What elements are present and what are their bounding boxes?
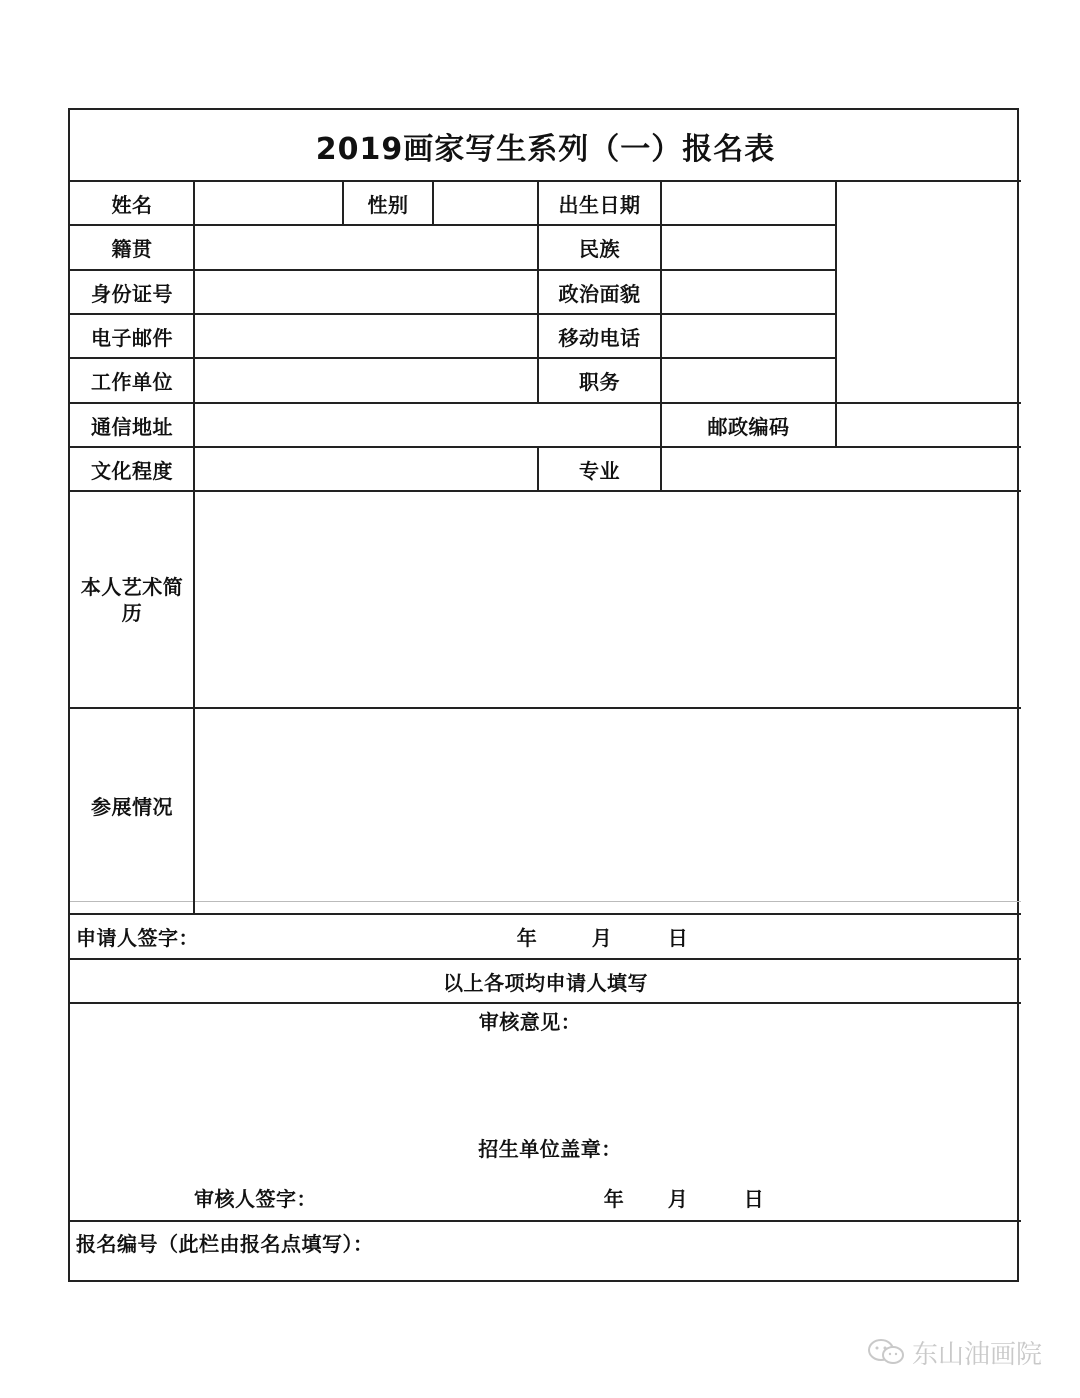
exhibitions-field[interactable] (195, 709, 1019, 901)
major-label: 专业 (579, 458, 620, 483)
id-number-field[interactable] (195, 271, 536, 313)
birth-date-field[interactable] (662, 182, 834, 224)
row-divider (70, 901, 1021, 902)
form-title: 2019画家写生系列（一）报名表 (315, 131, 776, 167)
education-field[interactable] (195, 448, 536, 490)
address-field[interactable] (195, 404, 659, 446)
name-label: 姓名 (111, 192, 153, 217)
applicant-day-label: 日 (667, 926, 689, 950)
wechat-icon (866, 1337, 906, 1367)
native-place-label: 籍贯 (111, 237, 153, 261)
applicant-month-label: 月 (591, 926, 613, 950)
major-field[interactable] (662, 448, 1019, 490)
reviewer-sign-label: 审核人签字： (194, 1186, 317, 1211)
registration-number-field[interactable] (420, 1224, 1015, 1278)
education-label: 文化程度 (91, 458, 173, 483)
email-field[interactable] (195, 315, 536, 357)
registration-number-label: 报名编号（此栏由报名点填写）： (76, 1231, 374, 1256)
applicant-fill-note: 以上各项均申请人填写 (443, 970, 648, 995)
postal-code-label: 邮政编码 (707, 414, 790, 439)
exhibitions-label: 参展情况 (91, 794, 173, 819)
email-label: 电子邮件 (91, 325, 173, 350)
ethnicity-field[interactable] (662, 226, 834, 269)
gender-label: 性别 (367, 192, 409, 217)
postal-code-field[interactable] (837, 404, 1019, 446)
ethnicity-label: 民族 (579, 237, 620, 261)
position-field[interactable] (662, 359, 834, 402)
mobile-label: 移动电话 (558, 325, 641, 350)
stamp-label: 招生单位盖章： (478, 1136, 622, 1161)
art-resume-field[interactable] (195, 492, 1019, 707)
review-opinion-label: 审核意见： (478, 1009, 582, 1034)
reviewer-sign-field[interactable] (356, 1182, 586, 1214)
watermark-text: 东山油画院 (912, 1339, 1043, 1370)
registration-form (68, 108, 1019, 1282)
review-year-label: 年 (603, 1186, 625, 1211)
work-unit-label: 工作单位 (91, 370, 173, 394)
applicant-sign-field[interactable] (276, 916, 506, 956)
name-field[interactable] (195, 182, 341, 224)
native-place-field[interactable] (195, 226, 536, 269)
review-opinion-field[interactable] (74, 1038, 1017, 1128)
birth-date-label: 出生日期 (558, 192, 641, 217)
position-label: 职务 (579, 370, 620, 394)
photo-area[interactable] (837, 182, 1019, 402)
mobile-field[interactable] (662, 315, 834, 357)
work-unit-field[interactable] (195, 359, 536, 402)
id-number-label: 身份证号 (91, 281, 173, 306)
political-status-label: 政治面貌 (558, 281, 641, 306)
political-status-field[interactable] (662, 271, 834, 313)
gender-field[interactable] (434, 182, 536, 224)
applicant-sign-label: 申请人签字： (76, 926, 199, 950)
applicant-year-label: 年 (516, 926, 538, 950)
review-month-label: 月 (667, 1186, 689, 1211)
review-day-label: 日 (743, 1186, 765, 1211)
art-resume-label: 本人艺术简历 (80, 574, 184, 625)
watermark (866, 1334, 1042, 1370)
address-label: 通信地址 (91, 414, 173, 439)
